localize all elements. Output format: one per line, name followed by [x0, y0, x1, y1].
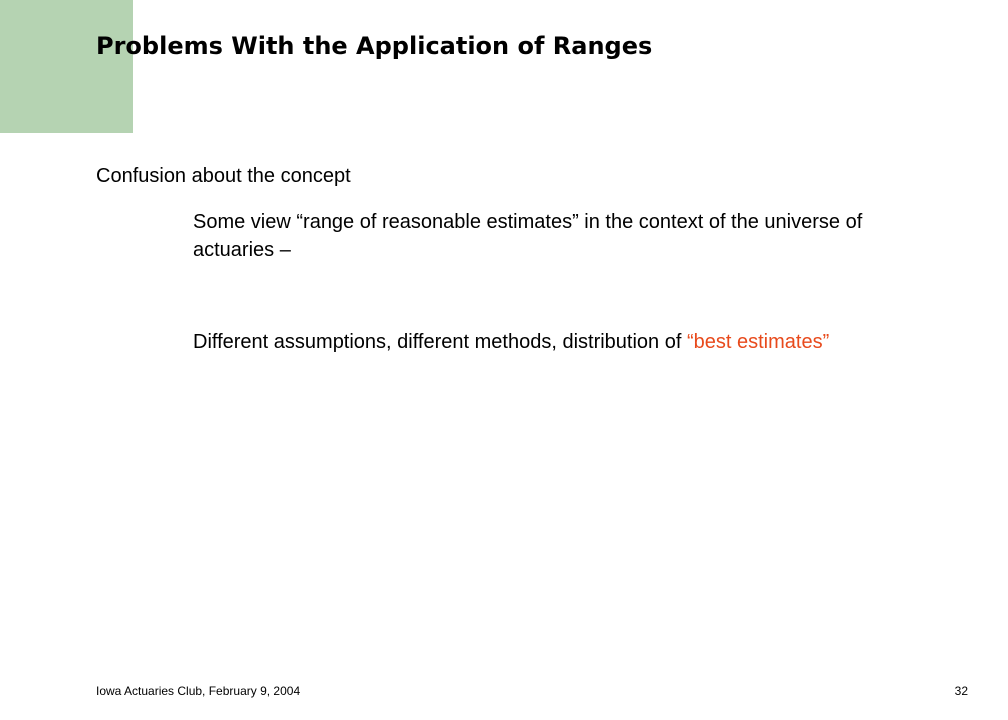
footer-presentation-info: Iowa Actuaries Club, February 9, 2004	[96, 684, 301, 698]
green-accent-block	[0, 0, 133, 133]
sub-bullet-text: Different assumptions, different methods, distribution of	[193, 331, 687, 353]
page-number: 32	[954, 684, 968, 698]
slide-title: Problems With the Application of Ranges	[96, 32, 653, 60]
sub-bullet-range-view: Some view “range of reasonable estimates” in the context of the universe of actuaries –	[193, 211, 863, 261]
bullet-confusion-concept: Confusion about the concept	[96, 165, 351, 187]
best-estimates-highlight: “best estimates”	[686, 331, 830, 353]
sub-bullet-different-assumptions	[193, 328, 829, 356]
